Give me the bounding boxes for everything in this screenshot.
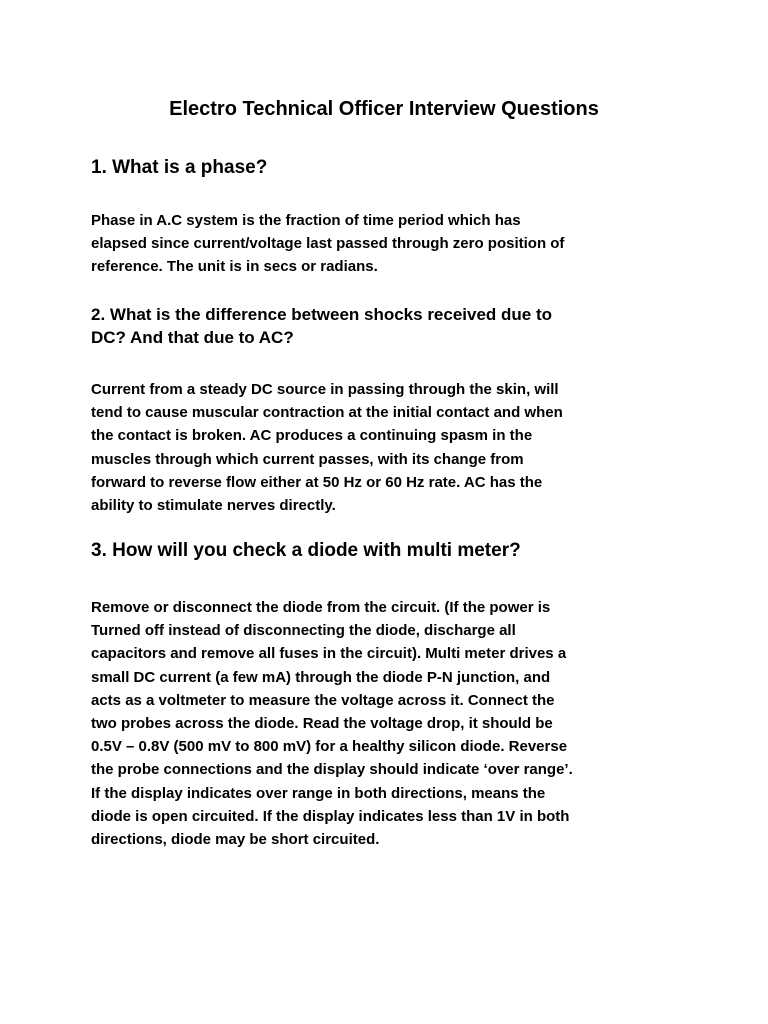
answer-2-paragraph	[91, 378, 691, 517]
answer-3-line: If the display indicates over range in both directions, means the	[91, 784, 546, 802]
question-3-heading: 3. How will you check a diode with multi meter?	[91, 540, 521, 561]
answer-2-line: ability to stimulate nerves directly.	[91, 497, 336, 515]
answer-2-line: Current from a steady DC source in passing through the skin, will	[91, 381, 559, 398]
answer-3-line: two probes across the diode. Read the voltage drop, it should be	[91, 715, 553, 733]
answer-1-line: elapsed since current/voltage last passed through zero position of	[91, 235, 565, 253]
answer-3-line: capacitors and remove all fuses in the circuit). Multi meter drives a	[91, 645, 567, 663]
answer-2-line: muscles through which current passes, with its change from	[91, 450, 524, 468]
answer-3-line: small DC current (a few mA) through the diode P-N junction, and	[91, 668, 551, 686]
answer-1-paragraph	[91, 209, 691, 279]
answer-1-line: Phase in A.C system is the fraction of time period which has	[91, 212, 521, 229]
answer-3-line: acts as a voltmeter to measure the voltage across it. Connect the	[91, 691, 555, 709]
page-title: Electro Technical Officer Interview Questions	[169, 98, 599, 120]
answer-2-line: tend to cause muscular contraction at the initial contact and when	[91, 404, 563, 422]
answer-3-line: diode is open circuited. If the display indicates less than 1V in both	[91, 807, 570, 825]
answer-3-line: 0.5V – 0.8V (500 mV to 800 mV) for a healthy silicon diode. Reverse	[91, 738, 568, 756]
question-2-line: 2. What is the difference between shocks received due to	[91, 305, 553, 324]
answer-3-paragraph	[91, 596, 691, 851]
answer-3-line: Remove or disconnect the diode from the circuit. (If the power is	[91, 599, 551, 616]
question-2-heading	[91, 303, 691, 349]
answer-2-line: forward to reverse flow either at 50 Hz or 60 Hz rate. AC has the	[91, 473, 543, 491]
answer-3-line: the probe connections and the display should indicate ‘over range’.	[91, 761, 573, 779]
answer-3-line: directions, diode may be short circuited.	[91, 831, 380, 849]
question-2-line: DC? And that due to AC?	[91, 328, 294, 347]
answer-2-line: the contact is broken. AC produces a continuing spasm in the	[91, 427, 533, 445]
answer-3-line: Turned off instead of disconnecting the diode, discharge all	[91, 622, 516, 640]
answer-1-line: reference. The unit is in secs or radians.	[91, 258, 378, 276]
question-1-heading: 1. What is a phase?	[91, 157, 268, 178]
